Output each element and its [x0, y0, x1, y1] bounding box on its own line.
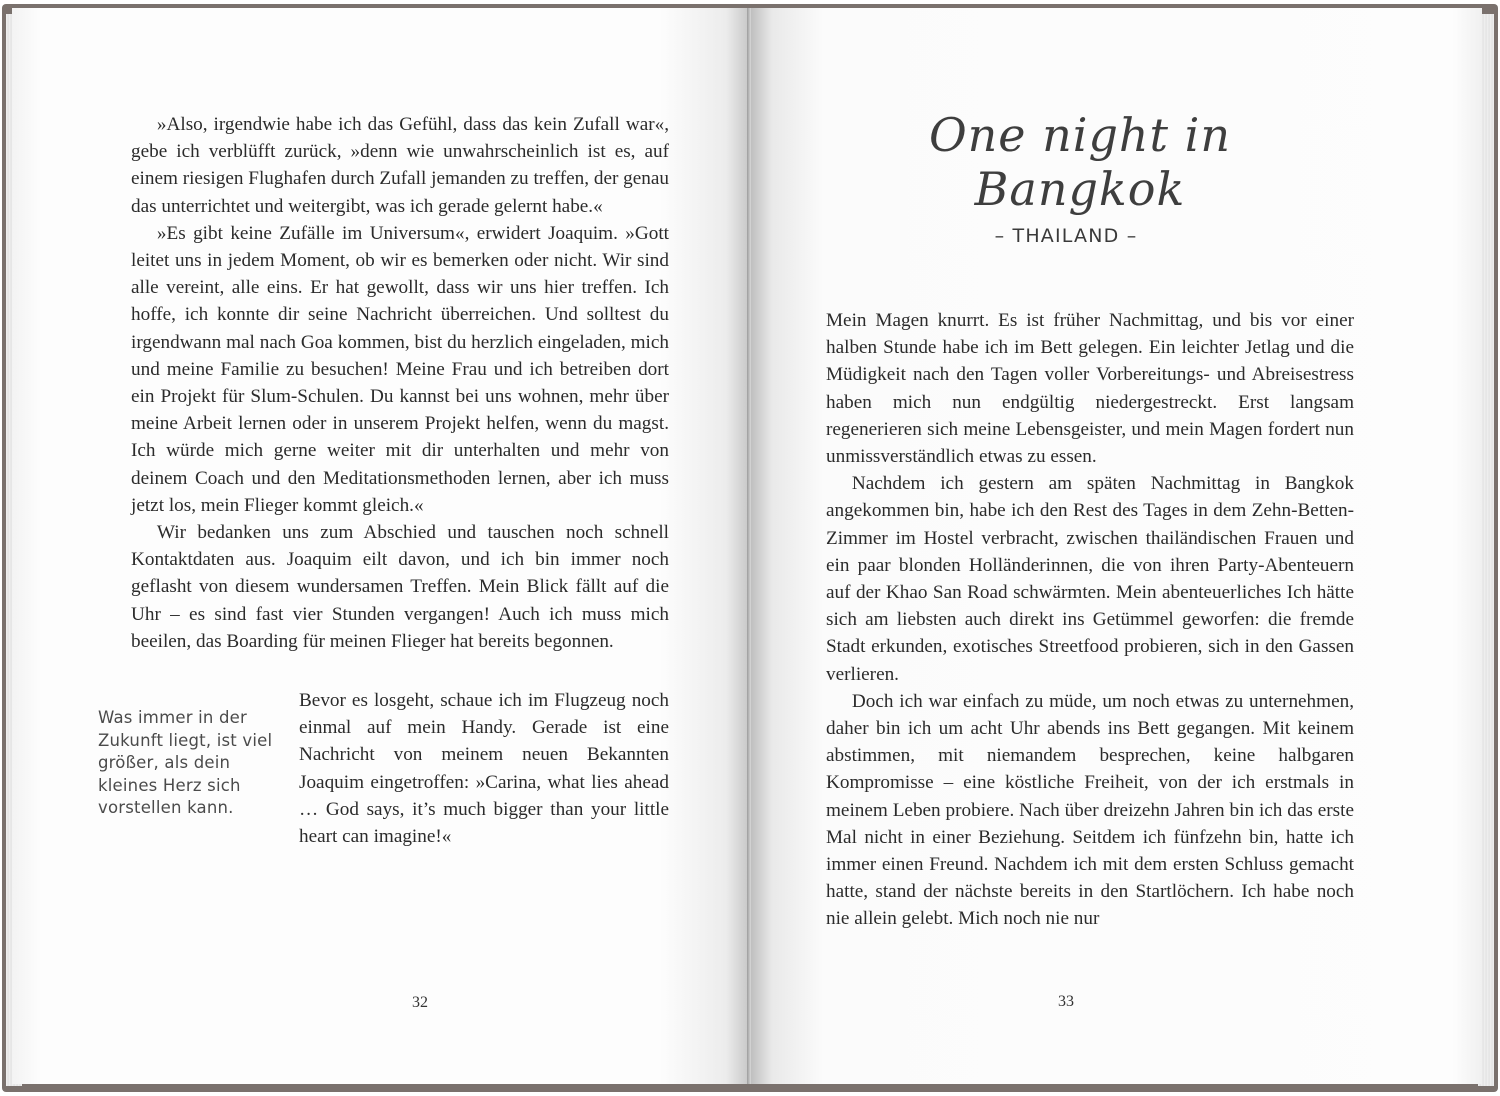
pull-quote: Was immer in der Zukunft liegt, ist viel größer, als dein kleines Herz sich vorstellen kann. [98, 708, 273, 817]
chapter-subtitle: – THAILAND – [994, 225, 1138, 247]
paragraph: Wir bedanken uns zum Abschied und tauschen noch schnell Kontaktdaten aus. Joaquim eilt davon, und ich bin immer noch geflasht von diesem wundersamen Treffen. Mein Blick fällt auf die Uhr – es sind fast vier Stunden vergangen! Auch ich muss mich beeilen, das Boarding für meinen Flieger hat bereits begonnen. [131, 522, 669, 652]
paragraph: Doch ich war einfach zu müde, um noch etwas zu unternehmen, daher bin ich um acht Uhr abends ins Bett gegangen. Mit keinem abstimmen, mit niemandem besprechen, keine halbgaren Kompromisse – eine köstliche Freiheit, von der ich erstmals in meinem Leben probiere. Nach über dreizehn Jahren bin ich das erste Mal nicht in einer Beziehung. Seitdem ich fünfzehn bin, hatte ich immer einen Freund. Nachdem ich mit dem ersten Schluss gemacht hatte, stand der nächste bereits in den Startlöchern. Ich habe noch nie allein gelebt. Mich noch nie nur [826, 690, 1354, 930]
page-number-right: 33 [1058, 993, 1074, 1010]
paragraph: Mein Magen knurrt. Es ist früher Nachmittag, und bis vor einer halben Stunde habe ich im Bett gelegen. Ein leichter Jetlag und die Müdigkeit nach den Tagen voller Vorbereitungs- und Abreisestress haben mich nun endgültig niedergestreckt. Erst langsam regenerieren sich meine Lebensgeister, und mein Magen fordert nun unmissverständlich etwas zu essen. [826, 310, 1354, 468]
chapter-title: One night in Bangkok [928, 108, 1232, 216]
paragraph: Nachdem ich gestern am späten Nachmittag in Bangkok angekommen bin, habe ich den Rest des Tages in dem Zehn-Betten-Zimmer im Hostel verbracht, zwischen thailändischen Frauen und ein paar blonden Holländerinnen, die von ihren Party-Abenteuern auf der Khao San Road schwärmten. Mein abenteuerliches Ich hätte sich am liebsten auch direkt ins Getümmel geworfen: die fremde Stadt erkunden, exotisches Streetfood probieren, sich in den Gassen verlieren. [826, 473, 1354, 685]
left-page-body [131, 111, 669, 655]
left-page-indented-paragraph [299, 687, 669, 850]
paragraph: »Also, irgendwie habe ich das Gefühl, dass das kein Zufall war«, gebe ich verblüfft zurück, »denn wie unwahrscheinlich ist es, auf einem riesigen Flughafen durch Zufall jemanden zu treffen, der genau das unterrichtet und weitergibt, was ich gerade gelernt habe.« [131, 114, 669, 217]
right-page-body [826, 307, 1354, 933]
paragraph: »Es gibt keine Zufälle im Universum«, erwidert Joaquim. »Gott leitet uns in jedem Moment, ob wir es bemerken oder nicht. Wir sind alle vereint, alle eins. Er hat gewollt, dass wir uns hier treffen. Ich hoffe, ich konnte dir seine Nachricht überreichen. Und solltest du irgendwann mal nach Goa kommen, bist du herzlich eingeladen, mich und meine Familie zu besuchen! Meine Frau und ich betreiben dort ein Projekt für Slum-Schulen. Du kannst bei uns wohnen, mehr über meine Arbeit lernen oder in unserem Projekt helfen, wenn du magst. Ich würde mich gerne weiter mit dir unterhalten und mehr von deinem Coach und den Meditationsmethoden lernen, aber ich muss jetzt los, mein Flieger kommt gleich.« [131, 222, 669, 516]
book-gutter [747, 8, 751, 1084]
paragraph: Bevor es losgeht, schaue ich im Flugzeug noch einmal auf mein Handy. Gerade ist eine Nachricht von meinem neuen Bekannten Joaquim eingetroffen: »Carina, what lies ahead … God says, it’s much bigger than your little heart can imagine!« [299, 690, 669, 848]
page-number-left: 32 [412, 994, 428, 1011]
